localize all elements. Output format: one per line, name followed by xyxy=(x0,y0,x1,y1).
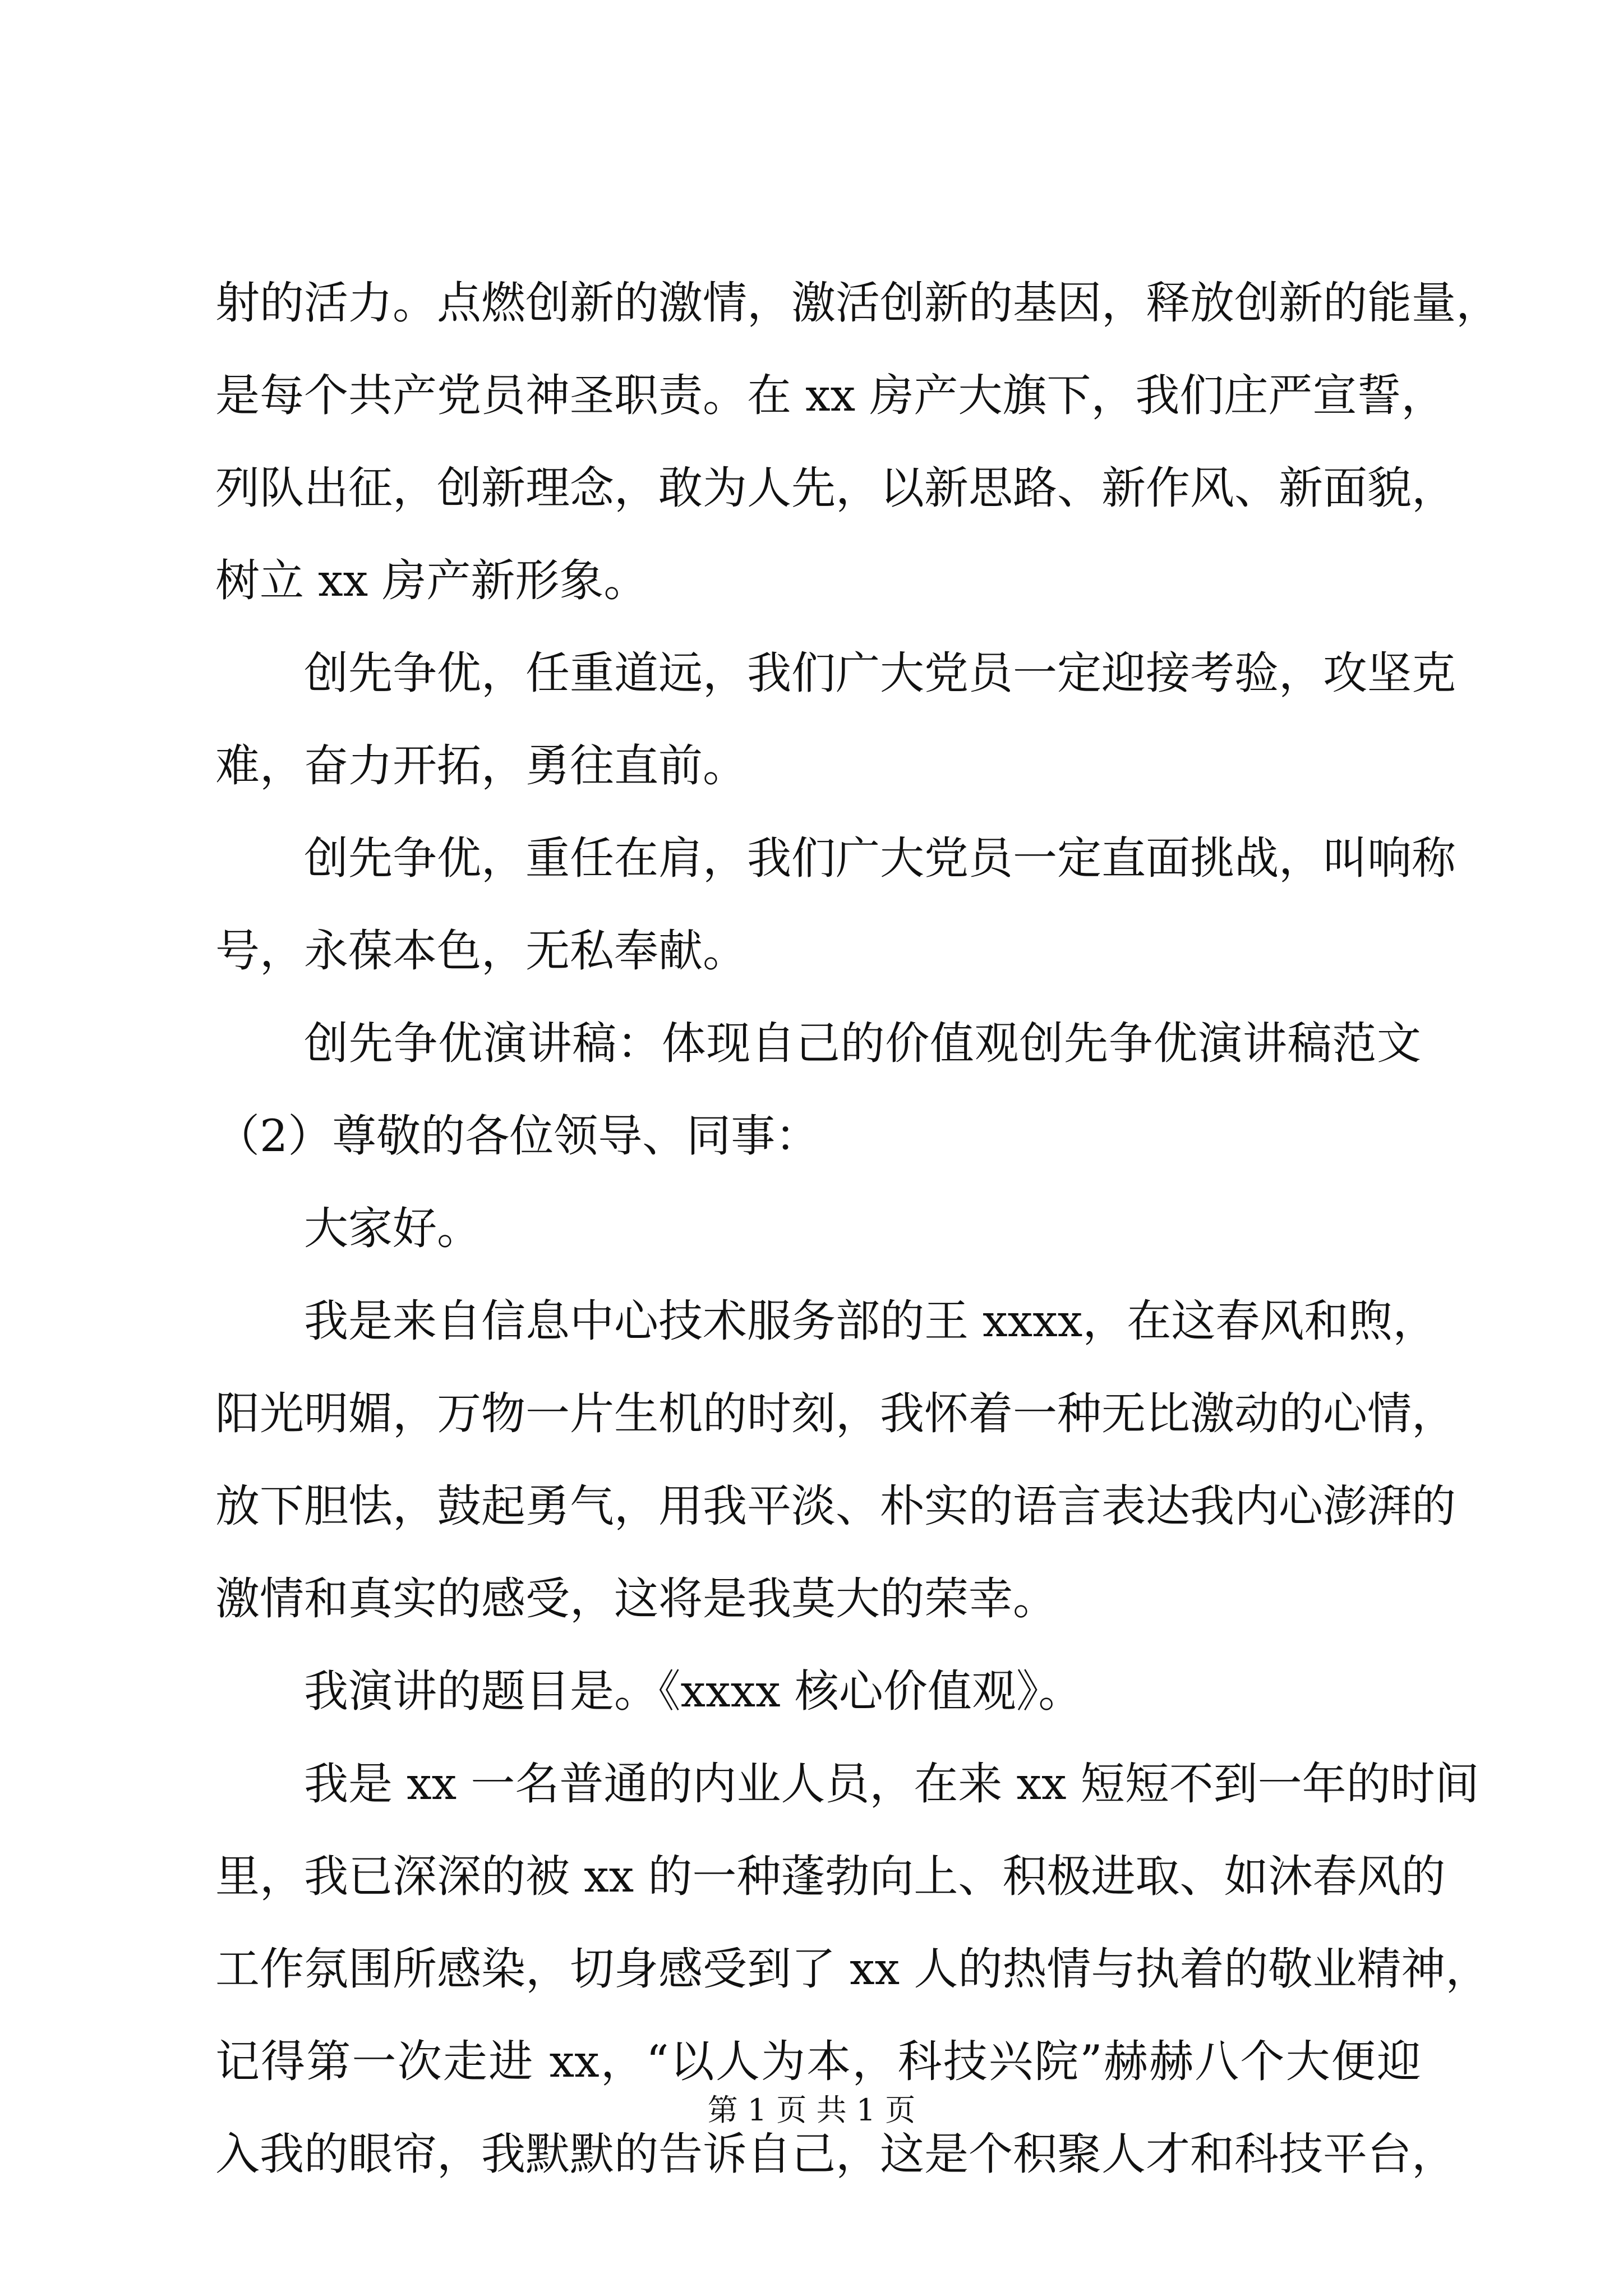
text-line: （2）尊敬的各位领导、同事： xyxy=(215,1110,820,1162)
text-line: 创先争优演讲稿：体现自己的价值观创先争优演讲稿范文 xyxy=(304,1018,1421,1069)
text-line: 是每个共产党员神圣职责。在 xx 房产大旗下，我们庄严宣誓， xyxy=(215,370,1446,421)
text-line: 激情和真实的感受，这将是我莫大的荣幸。 xyxy=(215,1573,1057,1625)
page-footer xyxy=(0,2088,1623,2133)
text-line: 号，永葆本色，无私奉献。 xyxy=(215,925,747,977)
text-line: 射的活力。点燃创新的激情，激活创新的基因，释放创新的能量， xyxy=(215,277,1500,329)
text-line: 树立 xx 房产新形象。 xyxy=(215,555,648,606)
text-line: 我演讲的题目是。《xxxx 核心价值观》。 xyxy=(304,1665,1083,1717)
text-line: 里，我已深深的被 xx 的一种蓬勃向上、积极进取、如沐春风的 xyxy=(215,1851,1446,1902)
text-line: 放下胆怯，鼓起勇气，用我平淡、朴实的语言表达我内心澎湃的 xyxy=(215,1480,1456,1532)
text-line: 工作氛围所感染，切身感受到了 xx 人的热情与执着的敬业精神， xyxy=(215,1943,1490,1995)
document-body xyxy=(215,257,1500,2201)
text-line: 记得第一次走进 xx，“以人为本，科技兴院”赫赫八个大便迎 xyxy=(215,2036,1421,2087)
text-line: 我是来自信息中心技术服务部的王 xxxx，在这春风和煦， xyxy=(304,1295,1437,1347)
text-line: 列队出征，创新理念，敢为人先，以新思路、新作风、新面貌， xyxy=(215,462,1456,514)
text-line: 入我的眼帘，我默默的告诉自己，这是个积聚人才和科技平台， xyxy=(215,2128,1456,2180)
text-line: 创先争优，重任在肩，我们广大党员一定直面挑战，叫响称 xyxy=(304,832,1456,884)
text-line: 创先争优，任重道远，我们广大党员一定迎接考验，攻坚克 xyxy=(304,647,1456,699)
text-line: 我是 xx 一名普通的内业人员，在来 xx 短短不到一年的时间 xyxy=(304,1758,1479,1810)
text-line: 难，奋力开拓，勇往直前。 xyxy=(215,740,747,792)
text-line: 大家好。 xyxy=(304,1203,481,1254)
text-line: 阳光明媚，万物一片生机的时刻，我怀着一种无比激动的心情， xyxy=(215,1388,1456,1439)
page-number: 第 1 页 共 1 页 xyxy=(707,2092,916,2128)
